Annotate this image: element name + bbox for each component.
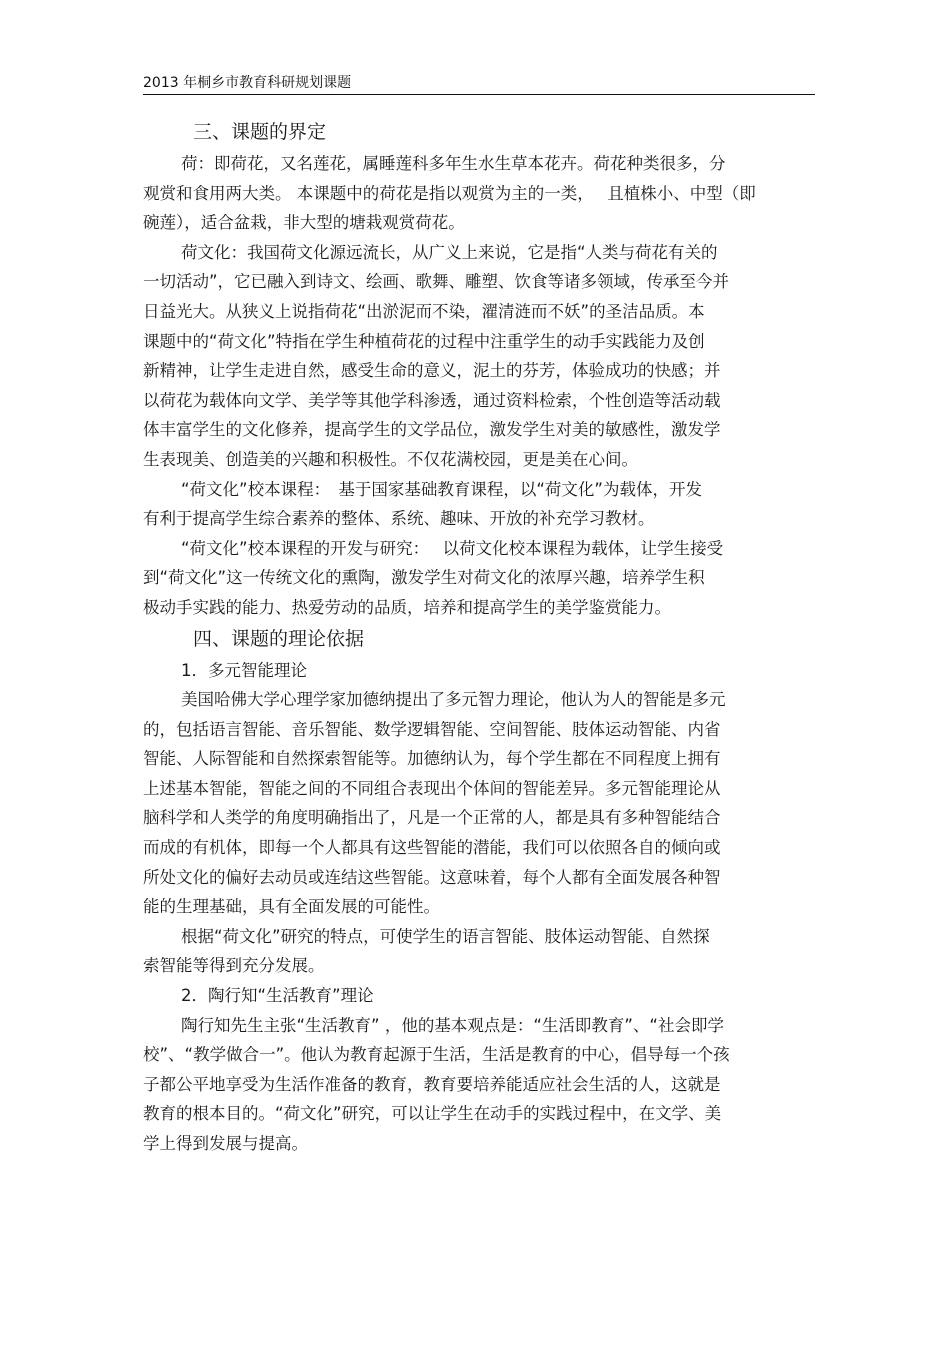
paragraph-line: 荷：即荷花，又名莲花，属睡莲科多年生水生草本花卉。荷花种类很多，分 [181,154,726,173]
paragraph-line: 而成的有机体，即每一个人都具有这些智能的潜能，我们可以依照各自的倾向或 [143,838,721,858]
paragraph-line: 脑科学和人类学的角度明确指出了，凡是一个正常的人，都是具有多种智能结合 [143,808,721,828]
paragraph-line: 上述基本智能，智能之间的不同组合表现出个体间的智能差异。多元智能理论从 [143,778,721,798]
paragraph-line: 极动手实践的能力、热爱劳动的品质，培养和提高学生的美学鉴赏能力。 [143,597,671,617]
paragraph-line: “荷文化”校本课程： 基于国家基础教育课程，以“荷文化”为载体，开发 [181,479,702,499]
paragraph-line: 陶行知先生主张“生活教育” ，他的基本观点是：“生活即教育”、“社会即学 [181,1015,724,1035]
paragraph-line: 以荷花为载体向文学、美学等其他学科渗透，通过资料检索，个性创造等活动载 [143,390,721,410]
paragraph-line: 观赏和食用两大类。 本课题中的荷花是指以观赏为主的一类， 且植株小、中型（即 [143,183,756,203]
paragraph-line: 到“荷文化”这一传统文化的熏陶，激发学生对荷文化的浓厚兴趣，培养学生积 [143,568,705,588]
paragraph-line: 所处文化的偏好去动员或连结这些智能。这意味着，每个人都有全面发展各种智 [143,867,721,887]
paragraph-line: 根据“荷文化”研究的特点，可使学生的语言智能、肢体运动智能、自然探 [181,926,710,946]
paragraph-line: 生表现美、创造美的兴趣和积极性。不仅花满校园，更是美在心间。 [143,449,638,469]
document-body [143,116,815,1159]
paragraph-line: 教育的根本目的。“荷文化”研究，可以让学生在动手的实践过程中，在文学、美 [143,1104,722,1124]
paragraph-line: 荷文化：我国荷文化源远流长，从广义上来说，它是指“人类与荷花有关的 [181,242,718,262]
page-header-title: 2013 年桐乡市教育科研规划课题 [143,75,352,91]
paragraph-line: 碗莲），适合盆栽，非大型的塘栽观赏荷花。 [143,213,465,233]
paragraph-line: 智能、人际智能和自然探索智能等。加德纳认为，每个学生都在不同程度上拥有 [143,749,721,769]
paragraph-line: 新精神，让学生走进自然，感受生命的意义，泥土的芬芳，体验成功的快感；并 [143,361,721,381]
paragraph-line: 能的生理基础，具有全面发展的可能性。 [143,897,440,917]
paragraph-line: 校”、“教学做合一”。他认为教育起源于生活，生活是教育的中心，倡导每一个孩 [143,1045,730,1065]
paragraph-line: 一切活动”，它已融入到诗文、绘画、歌舞、雕塑、饮食等诸多领域，传承至今并 [143,272,730,292]
subsection-title: 1．多元智能理论 [181,660,307,680]
paragraph-line: 课题中的“荷文化”特指在学生种植荷花的过程中注重学生的动手实践能力及创 [143,331,705,351]
paragraph-line: 子都公平地享受为生活作准备的教育，教育要培养能适应社会生活的人，这就是 [143,1074,721,1094]
paragraph-line: 的，包括语言智能、音乐智能、数学逻辑智能、空间智能、肢体运动智能、内省 [143,719,721,739]
section-heading: 四、课题的理论依据 [193,627,365,650]
paragraph-line: “荷文化”校本课程的开发与研究： 以荷文化校本课程为载体，让学生接受 [181,538,724,558]
paragraph-line: 索智能等得到充分发展。 [143,956,325,976]
paragraph-line: 体丰富学生的文化修养，提高学生的文学品位，激发学生对美的敏感性，激发学 [143,420,721,440]
paragraph-line: 美国哈佛大学心理学家加德纳提出了多元智力理论，他认为人的智能是多元 [181,690,726,710]
paragraph-line: 学上得到发展与提高。 [143,1134,308,1153]
paragraph-line: 日益光大。从狭义上说指荷花“出淤泥而不染，濯清涟而不妖”的圣洁品质。本 [143,301,705,321]
section-heading: 三、课题的界定 [193,121,327,143]
header-rule [143,94,815,95]
subsection-title: 2．陶行知“生活教育”理论 [181,986,374,1006]
paragraph-line: 有利于提高学生综合素养的整体、系统、趣味、开放的补充学习教材。 [143,509,655,529]
